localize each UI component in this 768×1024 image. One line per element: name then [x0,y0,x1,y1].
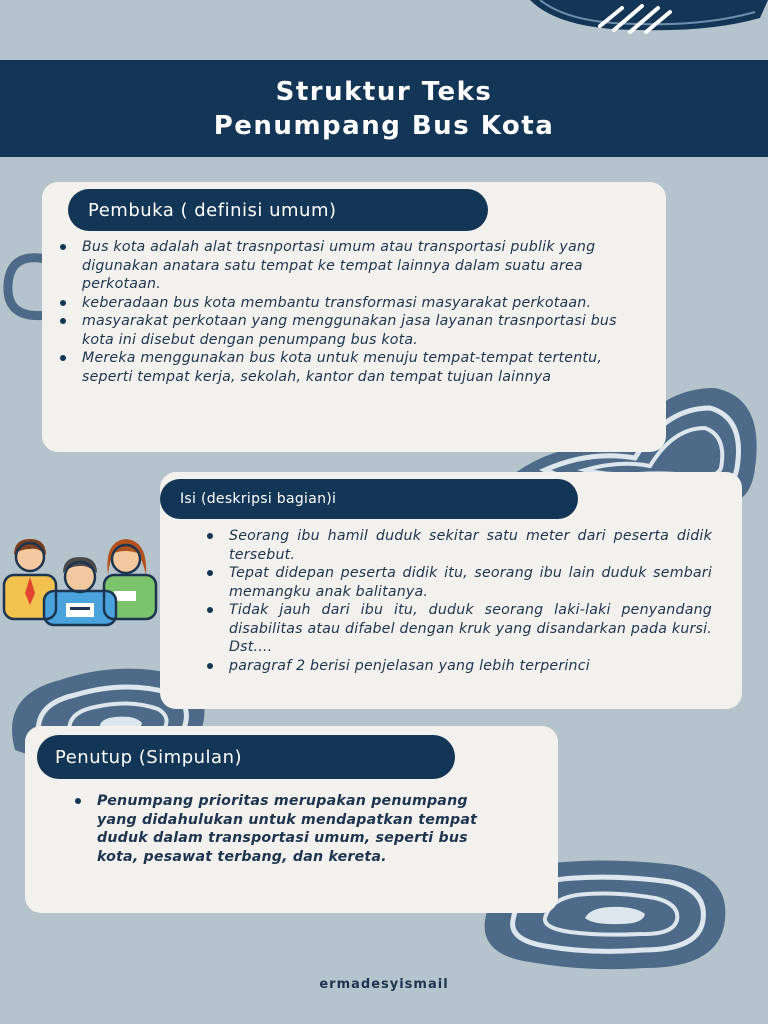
penutup-list [73,792,493,866]
penutup-heading-pill [37,735,455,779]
list-item: Seorang ibu hamil duduk sekitar satu meter dari peserta didik tersebut. [205,527,712,564]
list-item: Tidak jauh dari ibu itu, duduk seorang laki-laki penyandang disabilitas atau difabel dengan kruk yang disandarkan pada kursi. Dst.... [205,601,712,657]
title-banner [0,60,768,157]
isi-heading-pill [160,479,578,519]
isi-list [205,527,712,675]
isi-heading: Isi (deskripsi bagian)i [180,491,337,507]
page-title-line-1: Struktur Teks [275,76,493,107]
pembuka-list [58,238,648,386]
wave-blob-top-decoration [520,0,768,40]
page-title-line-2: Penumpang Bus Kota [213,110,555,141]
list-item: Bus kota adalah alat trasnportasi umum atau transportasi publik yang digunakan anatara satu tempat ke tempat lainnya dalam suatu area perkotaan. [58,238,648,294]
penutup-heading: Penutup (Simpulan) [55,746,242,768]
list-item: masyarakat perkotaan yang menggunakan jasa layanan trasnportasi bus kota ini disebut dengan penumpang bus kota. [58,312,648,349]
people-group-icon [0,535,162,627]
list-item: keberadaan bus kota membantu transformasi masyarakat perkotaan. [58,294,648,313]
author-credit: ermadesyismail [319,977,449,992]
list-item: paragraf 2 berisi penjelasan yang lebih terperinci [205,657,712,676]
pembuka-heading-pill [68,189,488,231]
pembuka-heading: Pembuka ( definisi umum) [88,199,337,221]
list-item: Penumpang prioritas merupakan penumpang yang didahulukan untuk mendapatkan tempat duduk dalam transportasi umum, seperti bus kota, pesawat terbang, dan kereta. [73,792,493,866]
list-item: Tepat didepan peserta didik itu, seorang ibu lain duduk sembari memangku anak balitanya. [205,564,712,601]
list-item: Mereka menggunakan bus kota untuk menuju tempat-tempat tertentu, seperti tempat kerja, sekolah, kantor dan tempat tujuan lainnya [58,349,648,386]
